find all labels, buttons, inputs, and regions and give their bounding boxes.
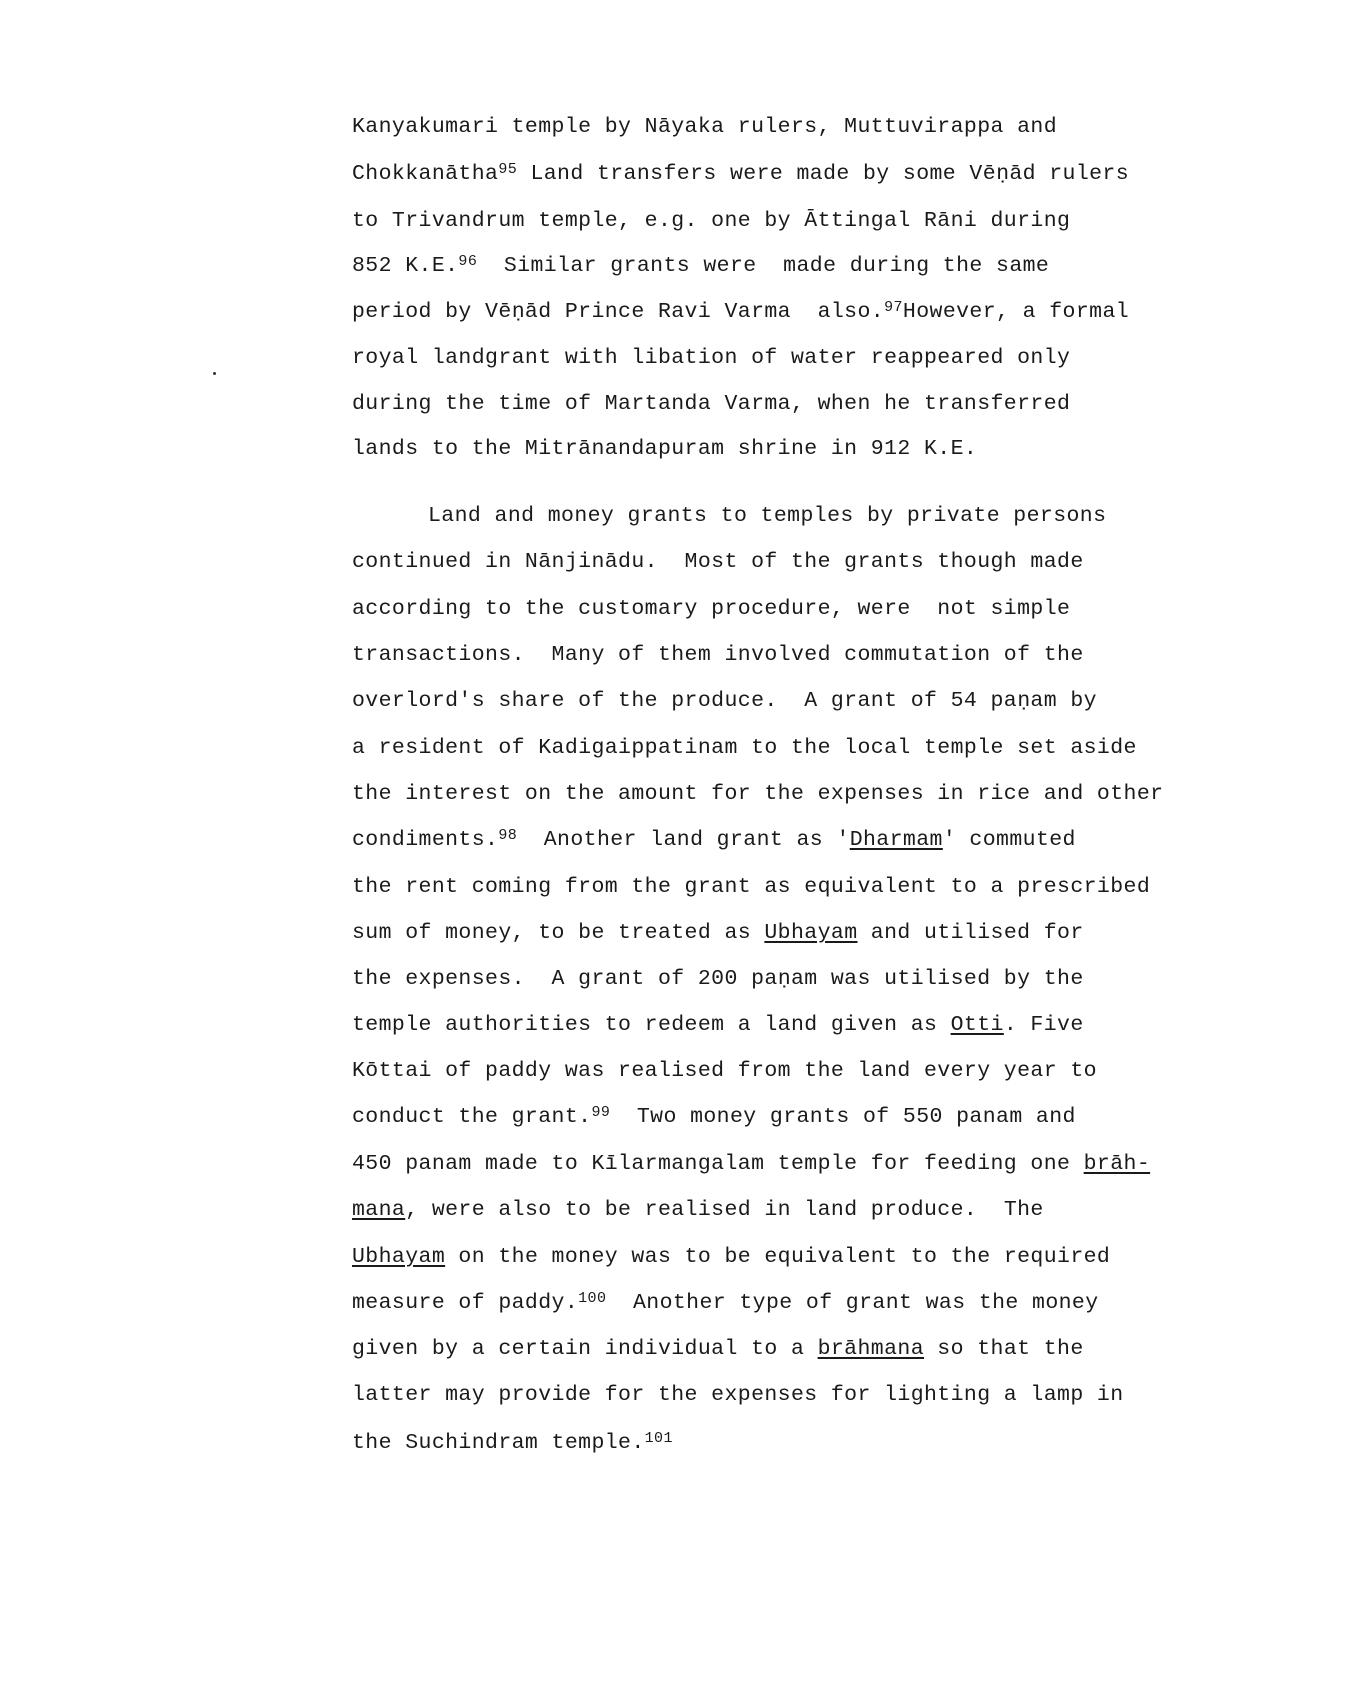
- text-segment: Kanyakumari temple by Nāyaka rulers, Muttuvirappa and: [352, 115, 1058, 139]
- text-line: [352, 391, 1070, 417]
- text-line: [352, 596, 1070, 622]
- text-line: [352, 642, 1084, 668]
- footnote-ref: 101: [644, 1430, 673, 1447]
- text-segment: 450 panam made to Kīlarmangalam temple for feeding one: [352, 1152, 1084, 1176]
- text-segment: Chokkanātha: [352, 162, 499, 186]
- text-segment: Two money grants of 550 panam and: [610, 1105, 1076, 1129]
- text-line: [352, 1012, 1084, 1038]
- text-segment: ' commuted: [942, 828, 1076, 852]
- text-segment: Land and money grants to temples by private persons: [428, 504, 1107, 528]
- text-segment: the interest on the amount for the expenses in rice and other: [352, 782, 1164, 806]
- text-line: [352, 299, 1129, 325]
- text-segment: condiments.: [352, 828, 499, 852]
- underlined-term: mana: [352, 1198, 406, 1222]
- text-segment: given by a certain individual to a: [352, 1337, 818, 1361]
- stray-mark: [213, 372, 216, 375]
- text-segment: royal landgrant with libation of water reappeared only: [352, 346, 1071, 370]
- text-line: [352, 735, 1137, 761]
- text-segment: the expenses. A grant of 200 paṇam was utilised by the: [352, 967, 1084, 991]
- footnote-ref: 95: [498, 161, 518, 178]
- text-segment: sum of money, to be treated as: [352, 921, 765, 945]
- underlined-term: brāh-: [1083, 1152, 1151, 1176]
- text-segment: a resident of Kadigaippatinam to the local temple set aside: [352, 736, 1137, 760]
- text-line: [352, 966, 1084, 992]
- text-segment: overlord's share of the produce. A grant of 54 paṇam by: [352, 689, 1097, 713]
- text-segment: Another type of grant was the money: [606, 1291, 1099, 1315]
- text-line: [428, 503, 1106, 529]
- text-segment: according to the customary procedure, were not simple: [352, 597, 1071, 621]
- text-line: [352, 874, 1150, 900]
- text-line: [352, 1151, 1150, 1177]
- footnote-ref: 96: [458, 253, 478, 270]
- text-segment: the Suchindram temple.: [352, 1431, 645, 1455]
- text-segment: Another land grant as ': [517, 828, 850, 852]
- text-segment: so that the: [924, 1337, 1084, 1361]
- text-segment: 852 K.E.: [352, 254, 459, 278]
- text-line: [352, 1290, 1099, 1316]
- text-segment: Land transfers were made by some Vēṇād rulers: [517, 162, 1130, 186]
- text-segment: transactions. Many of them involved commutation of the: [352, 643, 1084, 667]
- underlined-term: Ubhayam: [352, 1245, 446, 1269]
- text-line: [352, 1197, 1044, 1223]
- text-line: [352, 1244, 1110, 1270]
- text-segment: on the money was to be equivalent to the required: [445, 1245, 1111, 1269]
- text-line: [352, 114, 1057, 140]
- text-line: [352, 1104, 1076, 1130]
- text-segment: . Five: [1003, 1013, 1084, 1037]
- text-segment: continued in Nānjinādu. Most of the grants though made: [352, 550, 1084, 574]
- text-segment: to Trivandrum temple, e.g. one by Āttingal Rāni during: [352, 209, 1071, 233]
- text-line: [352, 827, 1076, 853]
- text-segment: latter may provide for the expenses for lighting a lamp in: [352, 1383, 1124, 1407]
- text-segment: conduct the grant.: [352, 1105, 592, 1129]
- text-segment: , were also to be realised in land produce. The: [405, 1198, 1044, 1222]
- text-line: [352, 920, 1084, 946]
- text-line: [352, 345, 1070, 371]
- text-segment: lands to the Mitrānandapuram shrine in 912 K.E.: [352, 437, 978, 461]
- text-line: [352, 436, 977, 462]
- text-line: [352, 253, 1049, 279]
- text-segment: Kōttai of paddy was realised from the land every year to: [352, 1059, 1097, 1083]
- text-line: [352, 161, 1129, 187]
- text-segment: temple authorities to redeem a land given as: [352, 1013, 951, 1037]
- text-line: [352, 549, 1084, 575]
- text-line: [352, 208, 1070, 234]
- text-segment: Similar grants were made during the same: [477, 254, 1050, 278]
- underlined-term: Dharmam: [849, 828, 943, 852]
- text-line: [352, 1430, 673, 1456]
- underlined-term: brāhmana: [817, 1337, 924, 1361]
- text-segment: However, a formal: [902, 300, 1130, 324]
- text-segment: period by Vēṇād Prince Ravi Varma also.: [352, 300, 885, 324]
- text-line: [352, 1336, 1084, 1362]
- text-segment: measure of paddy.: [352, 1291, 579, 1315]
- underlined-term: Otti: [950, 1013, 1004, 1037]
- text-line: [352, 781, 1163, 807]
- footnote-ref: 100: [578, 1290, 607, 1307]
- footnote-ref: 99: [591, 1104, 611, 1121]
- text-line: [352, 1382, 1124, 1408]
- text-segment: the rent coming from the grant as equivalent to a prescribed: [352, 875, 1151, 899]
- footnote-ref: 98: [498, 827, 518, 844]
- text-line: [352, 1058, 1097, 1084]
- underlined-term: Ubhayam: [764, 921, 858, 945]
- footnote-ref: 97: [884, 299, 903, 316]
- text-segment: during the time of Martanda Varma, when he transferred: [352, 392, 1071, 416]
- text-line: [352, 688, 1097, 714]
- text-segment: and utilised for: [857, 921, 1084, 945]
